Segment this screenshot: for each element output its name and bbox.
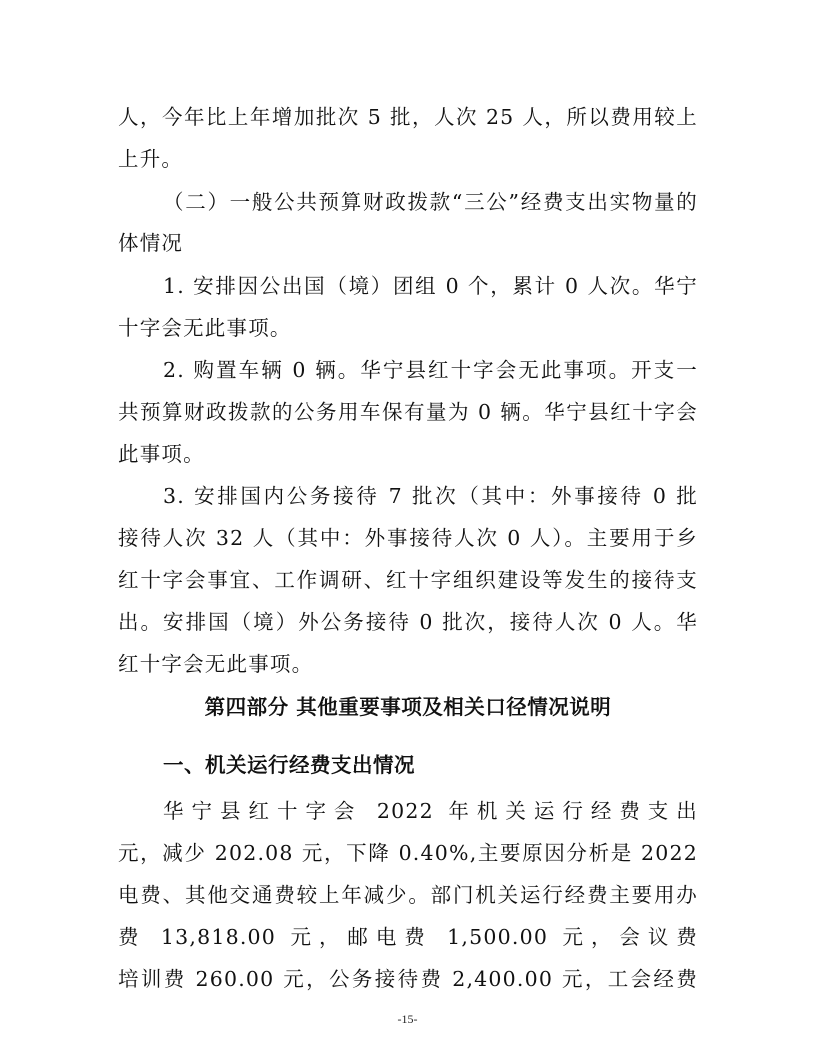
text-line: 接待人次 32 人（其中：外事接待人次 0 人）。主要用于乡 <box>118 526 698 550</box>
text-line: 红十字会无此事项。 <box>118 652 314 676</box>
text-line: 出。安排国（境）外公务接待 0 批次，接待人次 0 人。华 <box>118 610 698 634</box>
section-heading: 一、机关运行经费支出情况 <box>163 753 415 777</box>
text-line: 此事项。 <box>118 442 205 466</box>
text-line: 费 13,818.00 元，邮电费 1,500.00 元，会议费 <box>118 925 698 949</box>
text-line: 人，今年比上年增加批次 5 批，人次 25 人，所以费用较上 <box>118 105 698 129</box>
text-line: 共预算财政拨款的公务用车保有量为 0 辆。华宁县红十字会 <box>118 400 698 424</box>
text-line: 元，减少 202.08 元，下降 0.40%,主要原因分析是 2022 <box>118 841 698 865</box>
text-line: 3. 安排国内公务接待 7 批次（其中：外事接待 0 批 <box>163 484 698 508</box>
text-line: 1. 安排因公出国（境）团组 0 个，累计 0 人次。华宁 <box>163 274 698 298</box>
text-line: 培训费 260.00 元，公务接待费 2,400.00 元，工会经费 <box>118 967 698 991</box>
text-line: 华宁县红十字会 2022 年机关运行经费支出 <box>163 799 698 823</box>
subsection-heading-line: 体情况 <box>118 231 184 255</box>
part-heading: 第四部分 其他重要事项及相关口径情况说明 <box>204 695 612 719</box>
page-number: -15- <box>397 1012 418 1026</box>
text-line: 电费、其他交通费较上年减少。部门机关运行经费主要用办 <box>118 883 698 907</box>
text-line: 红十字会事宜、工作调研、红十字组织建设等发生的接待支 <box>118 568 698 592</box>
text-line: 上升。 <box>118 147 184 171</box>
text-line: 十字会无此事项。 <box>118 316 292 340</box>
subsection-heading-line: （二）一般公共预算财政拨款“三公”经费支出实物量的 <box>163 190 698 214</box>
text-line: 2. 购置车辆 0 辆。华宁县红十字会无此事项。开支一 <box>163 358 698 382</box>
